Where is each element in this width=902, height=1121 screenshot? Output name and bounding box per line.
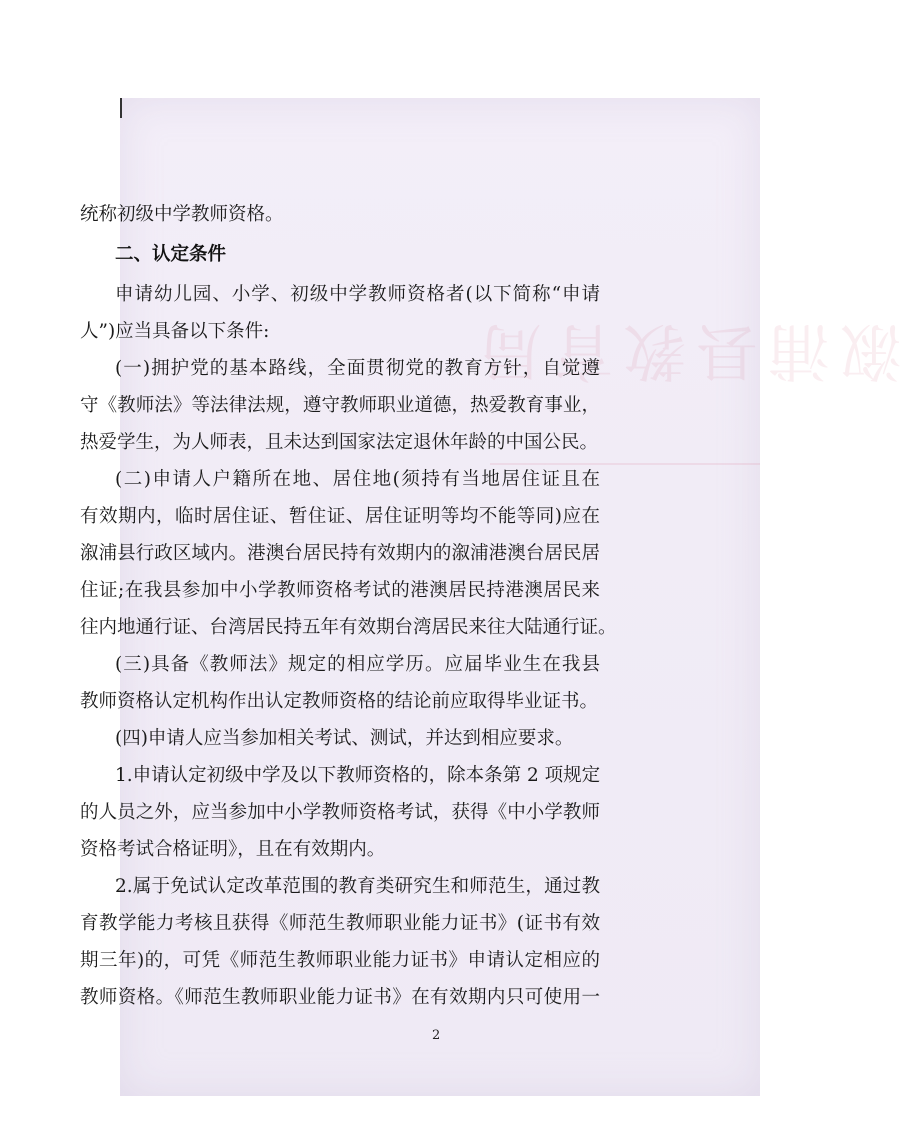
watermark-seal: 溆浦县教育局: [470, 315, 902, 388]
paragraph-line: 热爱学生，为人师表，且未达到国家法定退休年龄的中国公民。: [80, 432, 599, 453]
paragraph-line: 申请幼儿园、小学、初级中学教师资格者(以下简称“申请: [115, 284, 600, 305]
page-edge-mark: [120, 98, 122, 118]
paragraph-line: 教师资格。《师范生教师职业能力证书》在有效期内只可使用一: [80, 987, 600, 1008]
paragraph-line: 育教学能力考核且获得《师范生教师职业能力证书》(证书有效: [80, 913, 600, 934]
paragraph-line: 2.属于免试认定改革范围的教育类研究生和师范生，通过教: [115, 876, 600, 897]
paragraph-line: 住证;在我县参加中小学教师资格考试的港澳居民持港澳居民来: [80, 580, 600, 601]
paragraph-line: (一)拥护党的基本路线，全面贯彻党的教育方针，自觉遵: [115, 358, 600, 379]
section-heading: 二、认定条件: [115, 244, 227, 265]
paragraph-line: 溆浦县行政区域内。港澳台居民持有效期内的溆浦港澳台居民居: [80, 543, 600, 564]
paragraph-line: 的人员之外，应当参加中小学教师资格考试，获得《中小学教师: [80, 802, 600, 823]
paragraph-line: (四)申请人应当参加相关考试、测试，并达到相应要求。: [115, 728, 574, 749]
paragraph-line: 1.申请认定初级中学及以下教师资格的，除本条第 2 项规定: [115, 765, 601, 786]
paragraph-line: (二)申请人户籍所在地、居住地(须持有当地居住证且在: [115, 469, 600, 490]
page-number: 2: [432, 1028, 441, 1043]
paragraph-line: (三)具备《教师法》规定的相应学历。应届毕业生在我县: [115, 654, 600, 675]
paragraph-line: 教师资格认定机构作出认定教师资格的结论前应取得毕业证书。: [80, 691, 599, 712]
paragraph-line: 资格考试合格证明》，且在有效期内。: [80, 839, 386, 860]
paragraph-line: 守《教师法》等法律法规，遵守教师职业道德，热爱教育事业，: [80, 395, 600, 416]
paragraph-line: 往内地通行证、台湾居民持五年有效期台湾居民来往大陆通行证。: [80, 617, 617, 638]
paragraph-line: 有效期内，临时居住证、暂住证、居住证明等均不能等同)应在: [80, 506, 600, 527]
stamp-underline: [490, 463, 760, 465]
paragraph-line: 统称初级中学教师资格。: [80, 204, 284, 225]
paragraph-line: 期三年)的，可凭《师范生教师职业能力证书》申请认定相应的: [80, 950, 600, 971]
paragraph-line: 人”)应当具备以下条件:: [80, 321, 270, 342]
